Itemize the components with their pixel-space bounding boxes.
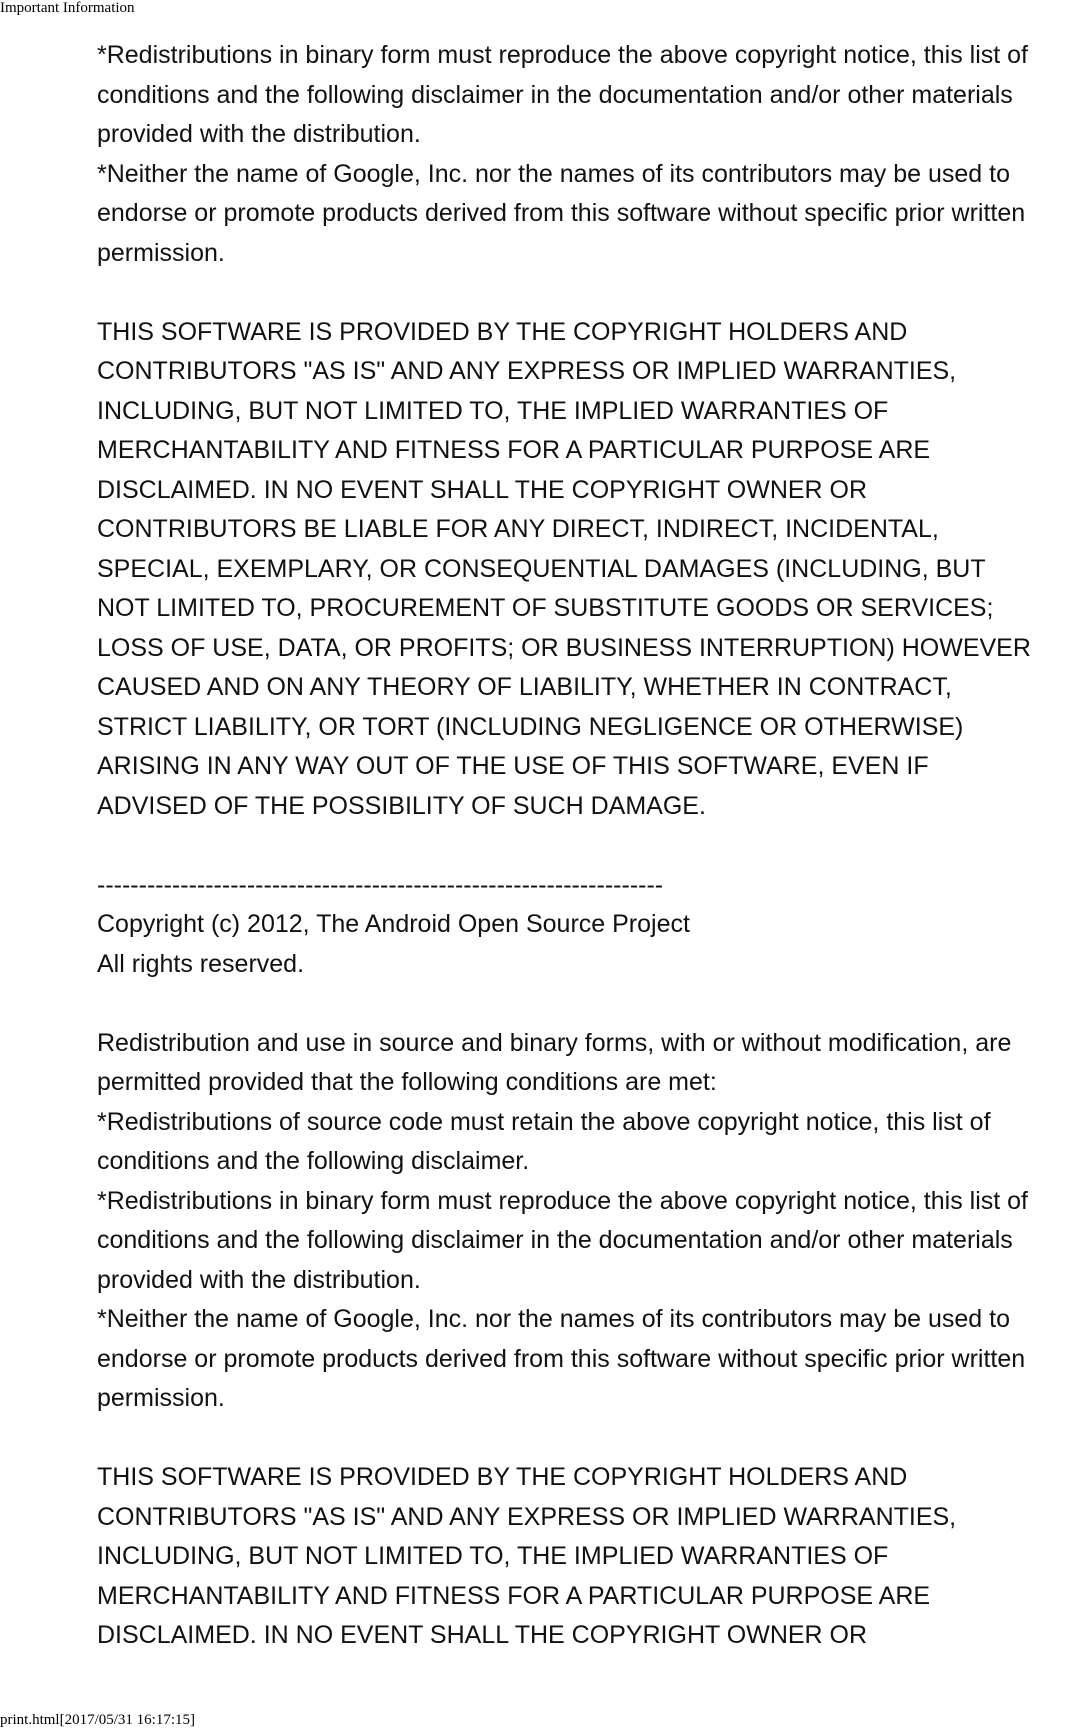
- text-line: LOSS OF USE, DATA, OR PROFITS; OR BUSINESS INTERRUPTION) HOWEVER: [97, 633, 1031, 662]
- text-line: MERCHANTABILITY AND FITNESS FOR A PARTICULAR PURPOSE ARE: [97, 436, 931, 464]
- text-line: THIS SOFTWARE IS PROVIDED BY THE COPYRIGHT HOLDERS AND: [97, 317, 908, 346]
- text-line: *Redistributions in binary form must reproduce the above copyright notice, this list of: [97, 1186, 1029, 1215]
- text-line: Redistribution and use in source and binary forms, with or without modification, are: [97, 1028, 1012, 1057]
- blank-line: [97, 1419, 1082, 1459]
- text-line: CONTRIBUTORS "AS IS" AND ANY EXPRESS OR IMPLIED WARRANTIES,: [97, 1502, 957, 1531]
- text-line: endorse or promote products derived from this software without specific prior written: [97, 1344, 1026, 1373]
- text-line: ARISING IN ANY WAY OUT OF THE USE OF THIS SOFTWARE, EVEN IF: [97, 752, 929, 780]
- print-header-title: Important Information: [0, 0, 135, 16]
- text-line: endorse or promote products derived from this software without specific prior written: [97, 199, 1026, 227]
- blank-line: [97, 984, 1082, 1024]
- text-line: conditions and the following disclaimer in the documentation and/or other materials: [97, 1226, 1013, 1254]
- text-line: SPECIAL, EXEMPLARY, OR CONSEQUENTIAL DAMAGES (INCLUDING, BUT: [97, 554, 986, 583]
- text-line: NOT LIMITED TO, PROCUREMENT OF SUBSTITUTE GOODS OR SERVICES;: [97, 594, 994, 622]
- text-line: ADVISED OF THE POSSIBILITY OF SUCH DAMAGE.: [97, 791, 706, 820]
- text-line: CONTRIBUTORS BE LIABLE FOR ANY DIRECT, INDIRECT, INCIDENTAL,: [97, 515, 939, 543]
- text-line: DISCLAIMED. IN NO EVENT SHALL THE COPYRIGHT OWNER OR: [97, 1621, 868, 1649]
- text-line: provided with the distribution.: [97, 1265, 421, 1294]
- text-line: INCLUDING, BUT NOT LIMITED TO, THE IMPLIED WARRANTIES OF: [97, 1542, 889, 1570]
- text-line: All rights reserved.: [97, 949, 305, 978]
- blank-line: [97, 273, 1082, 313]
- text-line: permission.: [97, 1384, 225, 1412]
- text-line: *Redistributions in binary form must reproduce the above copyright notice, this list of: [97, 41, 1029, 69]
- text-line: DISCLAIMED. IN NO EVENT SHALL THE COPYRIGHT OWNER OR: [97, 475, 868, 504]
- text-line: *Neither the name of Google, Inc. nor the names of its contributors may be used to: [97, 1305, 1010, 1333]
- license-text-body: [97, 36, 1082, 1656]
- text-line: provided with the distribution.: [97, 120, 421, 148]
- separator-line: --------------------------------------------------------------------: [97, 870, 664, 899]
- text-line: conditions and the following disclaimer.: [97, 1147, 530, 1175]
- text-line: Copyright (c) 2012, The Android Open Source Project: [97, 910, 690, 938]
- text-line: MERCHANTABILITY AND FITNESS FOR A PARTICULAR PURPOSE ARE: [97, 1581, 931, 1610]
- text-line: *Redistributions of source code must retain the above copyright notice, this list of: [97, 1107, 991, 1136]
- text-line: CAUSED AND ON ANY THEORY OF LIABILITY, WHETHER IN CONTRACT,: [97, 673, 952, 701]
- print-footer-source: print.html[2017/05/31 16:17:15]: [0, 1712, 195, 1728]
- blank-line: [97, 826, 1082, 866]
- text-line: *Neither the name of Google, Inc. nor the names of its contributors may be used to: [97, 159, 1010, 188]
- text-line: conditions and the following disclaimer in the documentation and/or other materials: [97, 80, 1013, 109]
- text-line: permitted provided that the following conditions are met:: [97, 1068, 717, 1096]
- text-line: INCLUDING, BUT NOT LIMITED TO, THE IMPLIED WARRANTIES OF: [97, 396, 889, 425]
- text-line: permission.: [97, 238, 225, 267]
- text-line: STRICT LIABILITY, OR TORT (INCLUDING NEGLIGENCE OR OTHERWISE): [97, 712, 964, 741]
- text-line: THIS SOFTWARE IS PROVIDED BY THE COPYRIGHT HOLDERS AND: [97, 1463, 908, 1491]
- text-line: CONTRIBUTORS "AS IS" AND ANY EXPRESS OR IMPLIED WARRANTIES,: [97, 357, 957, 385]
